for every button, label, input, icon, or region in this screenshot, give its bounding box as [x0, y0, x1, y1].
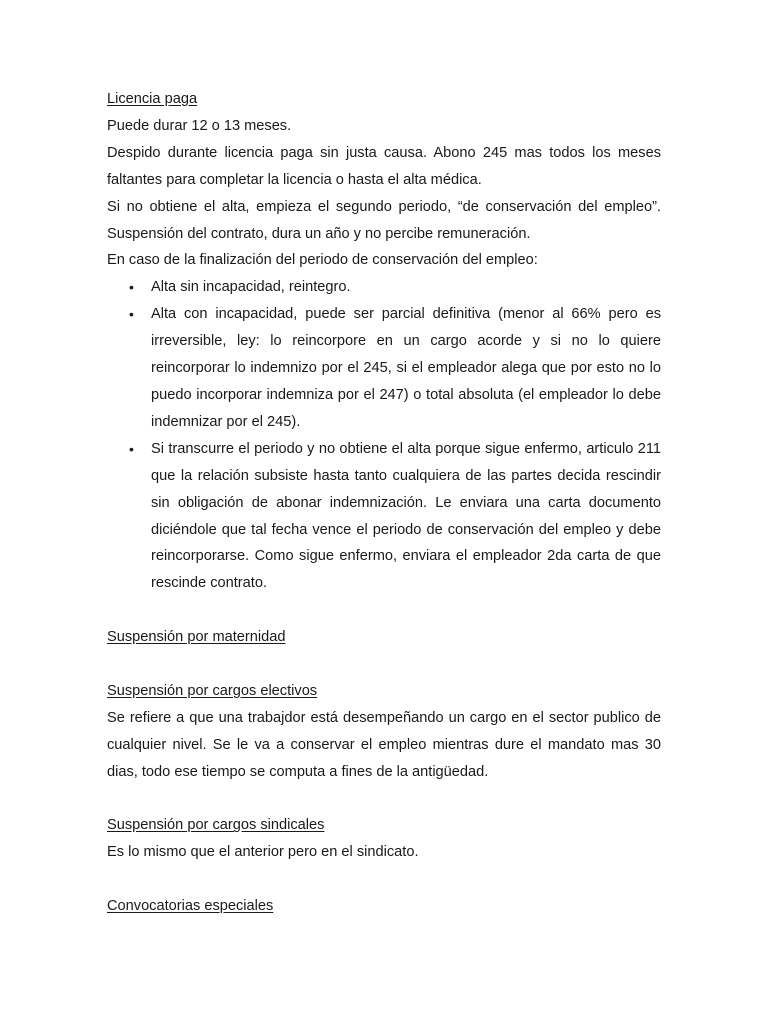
heading-licencia-paga: Licencia paga [107, 91, 198, 107]
bullet-list [107, 274, 661, 597]
heading-maternidad: Suspensión por maternidad [107, 629, 286, 646]
paragraph-segundo-periodo: Si no obtiene el alta, empieza el segundo periodo, “de conservación del empleo”. Suspensión del contrato, dura un año y no percibe remuneración. [107, 198, 661, 242]
heading-cargos-electivos: Suspensión por cargos electivos [107, 682, 318, 699]
document-page [107, 86, 661, 920]
heading-convocatorias: Convocatorias especiales [107, 898, 274, 915]
paragraph-duracion: Puede durar 12 o 13 meses. [107, 117, 292, 134]
bullet-icon: • [129, 440, 134, 457]
list-item [107, 274, 661, 301]
bullet-icon: • [129, 306, 134, 323]
paragraph-cargos-sindicales: Es lo mismo que el anterior pero en el sindicato. [107, 844, 419, 861]
list-item-text: Alta sin incapacidad, reintegro. [151, 279, 351, 296]
blank-line [107, 786, 661, 813]
blank-line [107, 866, 661, 893]
blank-line [107, 651, 661, 678]
list-item [107, 436, 661, 597]
list-item-text: Si transcurre el periodo y no obtiene el alta porque sigue enfermo, articulo 211 que la relación subsiste hasta tanto cualquiera de las partes decida rescindir sin obligación de abonar indemnización. Le enviara una carta documento diciéndole que tal fecha vence el periodo de conservación del empleo y debe reincorporarse. Como sigue enfermo, enviara el empleador 2da carta de que rescinde contrato. [151, 440, 661, 592]
blank-line [107, 597, 661, 624]
bullet-icon: • [129, 279, 134, 296]
paragraph-cargos-electivos: Se refiere a que una trabajdor está desempeñando un cargo en el sector publico de cualquier nivel. Se le va a conservar el empleo mientras dure el mandato mas 30 dias, todo ese tiempo se computa a fines de la antigüedad. [107, 709, 661, 780]
list-item [107, 301, 661, 436]
paragraph-finalizacion: En caso de la finalización del periodo de conservación del empleo: [107, 252, 538, 269]
list-item-text: Alta con incapacidad, puede ser parcial definitiva (menor al 66% pero es irreversible, ley: lo reincorpore en un cargo acorde y si no lo quiere reincorporar lo indemnizo por el 245, si el empleador alega que por esto no lo puedo incorporar indemniza por el 247) o total absoluta (el empleador lo debe indemnizar por el 245). [151, 306, 661, 430]
heading-cargos-sindicales: Suspensión por cargos sindicales [107, 817, 325, 834]
paragraph-despido: Despido durante licencia paga sin justa causa. Abono 245 mas todos los meses faltantes para completar la licencia o hasta el alta médica. [107, 144, 661, 188]
